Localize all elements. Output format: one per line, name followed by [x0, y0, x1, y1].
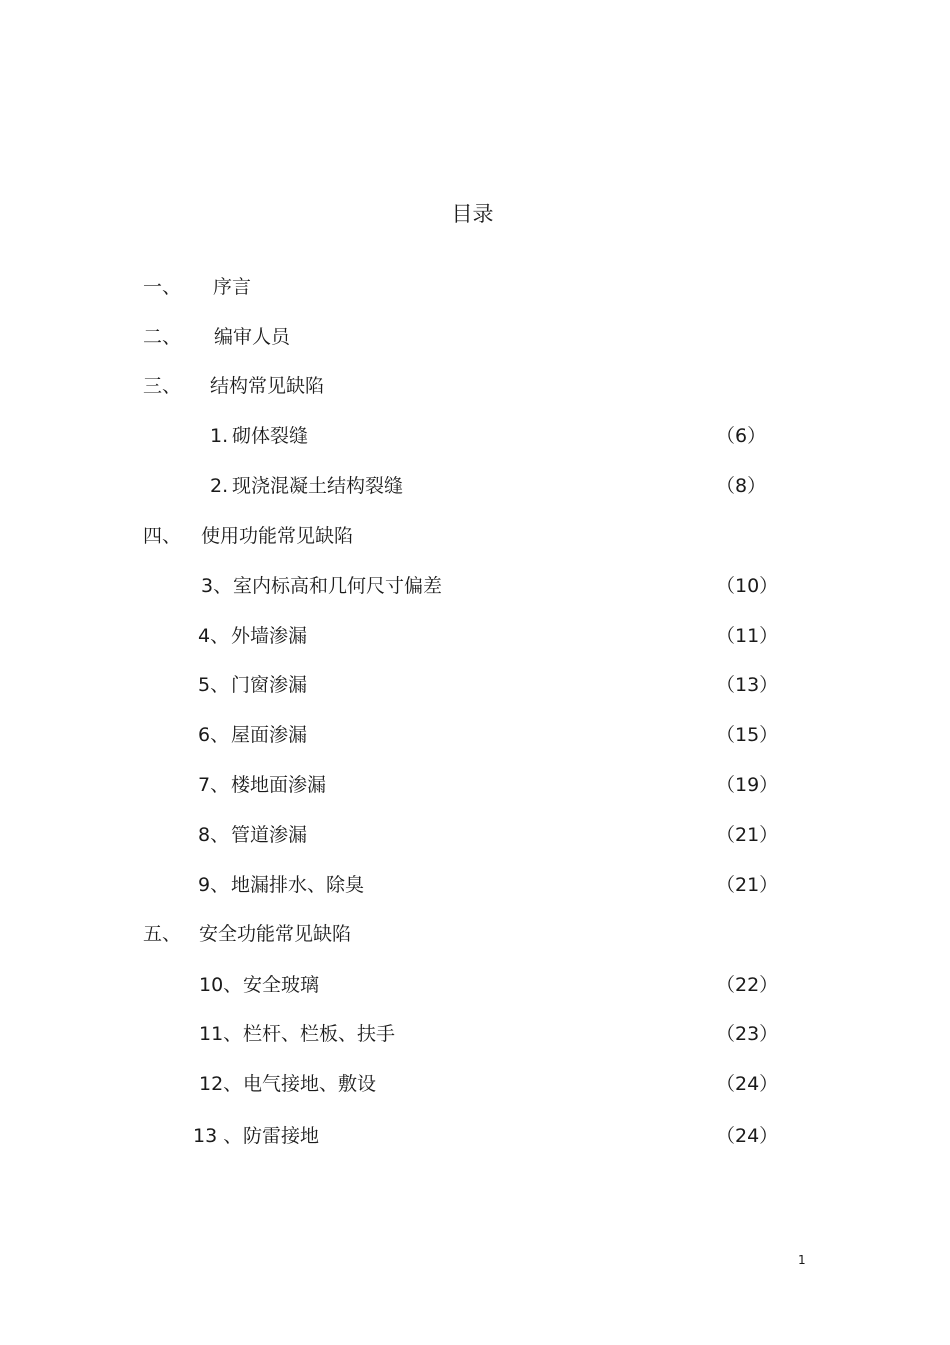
toc-entry [0, 371, 950, 401]
entry-label: 四、 [143, 525, 182, 547]
entry-label: 11、 [199, 1023, 243, 1045]
entry-page: （6） [716, 425, 767, 447]
toc-entry [0, 621, 950, 651]
entry-text: 屋面渗漏 [231, 724, 308, 746]
toc-entry [0, 571, 950, 601]
toc-entry [0, 272, 950, 302]
entry-text: 现浇混凝土结构裂缝 [232, 475, 404, 497]
toc-entry [0, 670, 950, 700]
entry-label: 一、 [143, 276, 182, 298]
page-number: 1 [798, 1253, 806, 1267]
entry-label: 6、 [198, 724, 230, 746]
entry-text: 结构常见缺陷 [210, 375, 325, 397]
toc-entry [0, 521, 950, 551]
entry-label: 8、 [198, 824, 230, 846]
entry-text: 砌体裂缝 [232, 425, 309, 447]
toc-title: 目录 [451, 202, 494, 226]
entry-text: 编审人员 [214, 326, 291, 348]
entry-label: 9、 [198, 874, 230, 896]
entry-label: 13 、 [193, 1125, 243, 1147]
entry-page: （24） [716, 1073, 779, 1095]
entry-page: （8） [716, 475, 767, 497]
entry-page: （23） [716, 1023, 779, 1045]
toc-entry [0, 870, 950, 900]
entry-label: 1. [210, 425, 229, 447]
entry-text: 安全功能常见缺陷 [199, 923, 352, 945]
entry-label: 4、 [198, 625, 230, 647]
entry-text: 地漏排水、除臭 [231, 874, 365, 896]
toc-entry [0, 1069, 950, 1099]
toc-entry [0, 1121, 950, 1151]
entry-text: 电气接地、敷设 [243, 1073, 377, 1095]
entry-page: （10） [716, 575, 779, 597]
entry-label: 二、 [143, 326, 182, 348]
toc-entry [0, 770, 950, 800]
entry-text: 门窗渗漏 [231, 674, 308, 696]
entry-label: 10、 [199, 974, 243, 996]
entry-page: （11） [716, 625, 779, 647]
entry-page: （21） [716, 874, 779, 896]
entry-page: （19） [716, 774, 779, 796]
entry-text: 使用功能常见缺陷 [201, 525, 354, 547]
toc-entry [0, 820, 950, 850]
toc-entry [0, 970, 950, 1000]
entry-label: 五、 [143, 923, 182, 945]
entry-label: 7、 [198, 774, 230, 796]
toc-entry [0, 322, 950, 352]
entry-text: 管道渗漏 [231, 824, 308, 846]
entry-label: 12、 [199, 1073, 243, 1095]
entry-text: 室内标高和几何尺寸偏差 [233, 575, 443, 597]
entry-page: （22） [716, 974, 779, 996]
entry-text: 安全玻璃 [243, 974, 320, 996]
entry-text: 楼地面渗漏 [231, 774, 327, 796]
toc-entry [0, 919, 950, 949]
entry-label: 5、 [198, 674, 230, 696]
toc-entry [0, 421, 950, 451]
toc-entry [0, 471, 950, 501]
entry-label: 三、 [143, 375, 182, 397]
entry-text: 防雷接地 [243, 1125, 320, 1147]
entry-page: （24） [716, 1125, 779, 1147]
entry-text: 外墙渗漏 [231, 625, 308, 647]
toc-entry [0, 1019, 950, 1049]
toc-entry [0, 720, 950, 750]
entry-page: （21） [716, 824, 779, 846]
entry-page: （15） [716, 724, 779, 746]
entry-label: 2. [210, 475, 229, 497]
entry-label: 3、 [201, 575, 233, 597]
entry-text: 栏杆、栏板、扶手 [243, 1023, 396, 1045]
entry-page: （13） [716, 674, 779, 696]
entry-text: 序言 [213, 276, 252, 298]
